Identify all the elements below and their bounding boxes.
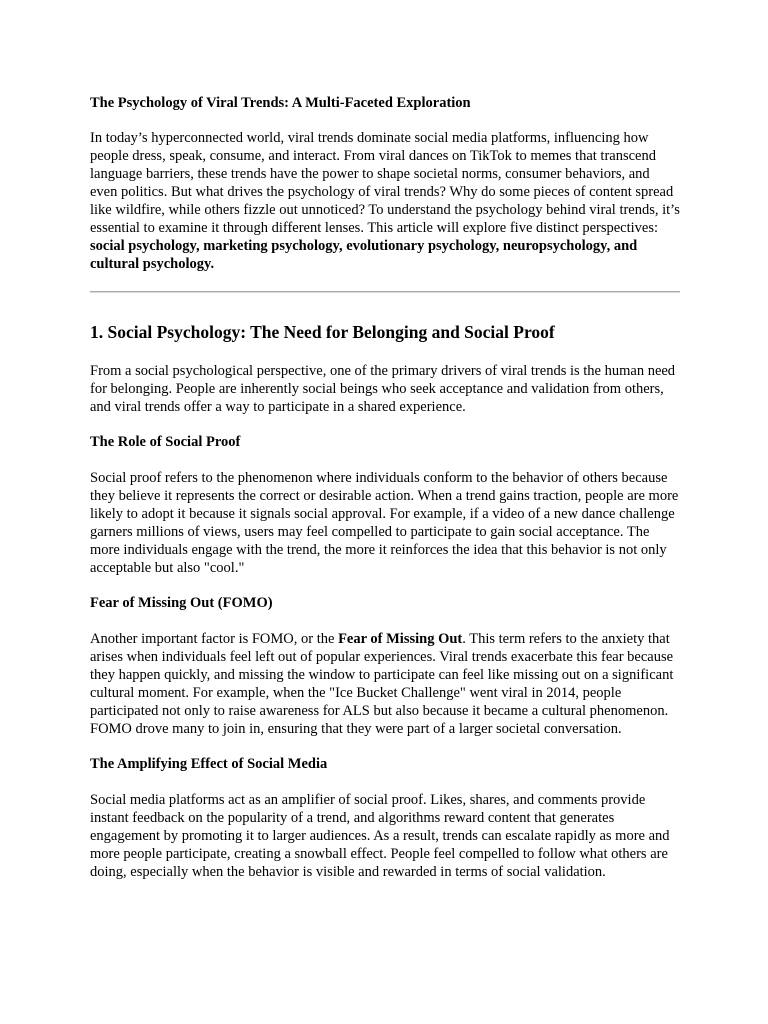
social-media-paragraph: Social media platforms act as an amplifier of social proof. Likes, shares, and comments provide instant feedback on the popularity of a trend, and algorithms reward content that generates engagement by promoting it to larger audiences. As a result, trends can escalate rapidly as more and more people participate, creating a snowball effect. People feel compelled to follow what others are doing, especially when the behavior is visible and rewarded in terms of social validation. xyxy=(90,792,670,880)
document-page xyxy=(90,94,680,898)
section-heading-social-psychology: 1. Social Psychology: The Need for Belonging and Social Proof xyxy=(90,322,555,342)
document-title: The Psychology of Viral Trends: A Multi-Faceted Exploration xyxy=(90,95,471,111)
intro-text: In today’s hyperconnected world, viral trends dominate social media platforms, influencing how people dress, speak, consume, and interact. From viral dances on TikTok to memes that transcend language barriers, these trends have the power to shape societal norms, consumer behaviors, and even politics. But what drives the psychology of viral trends? Why do some pieces of content spread like wildfire, while others fizzle out unnoticed? To understand the psychology behind viral trends, it’s essential to examine it through different lenses. This article will explore five distinct perspectives: xyxy=(90,130,680,236)
intro-bold-perspectives: social psychology, marketing psychology, evolutionary psychology, neuropsychology, and cultural psychology. xyxy=(90,238,638,272)
subheading-fomo: Fear of Missing Out (FOMO) xyxy=(90,595,273,611)
intro-paragraph xyxy=(90,129,680,273)
subheading-social-media-amplifying: The Amplifying Effect of Social Media xyxy=(90,756,328,772)
fomo-bold-term: Fear of Missing Out xyxy=(338,631,463,647)
fomo-text-after: . This term refers to the anxiety that arises when individuals feel left out of popular experiences. Viral trends exacerbate this fear because they happen quickly, and missing the window to participate can feel like missing out on a significant cultural moment. For example, when the "Ice Bucket Challenge" went viral in 2014, people participated not only to raise awareness for ALS but also because it became a cultural phenomenon. FOMO drove many to join in, ensuring that they were part of a larger societal conversation. xyxy=(90,631,674,737)
social-proof-paragraph: Social proof refers to the phenomenon where individuals conform to the behavior of others because they believe it represents the correct or desirable action. When a trend gains traction, people are more likely to adopt it because it signals social approval. For example, if a video of a new dance challenge garners millions of views, users may feel compelled to participate to gain social acceptance. The more individuals engage with the trend, the more it reinforces the idea that this behavior is not only acceptable but also "cool." xyxy=(90,470,679,576)
fomo-text-before: Another important factor is FOMO, or the xyxy=(90,631,339,647)
section-paragraph: From a social psychological perspective, one of the primary drivers of viral trends is the human need for belonging. People are inherently social beings who seek acceptance and validation from others, and viral trends offer a way to participate in a shared experience. xyxy=(90,363,676,415)
subheading-social-proof: The Role of Social Proof xyxy=(90,434,241,450)
horizontal-divider xyxy=(90,291,680,293)
fomo-paragraph xyxy=(90,630,680,738)
